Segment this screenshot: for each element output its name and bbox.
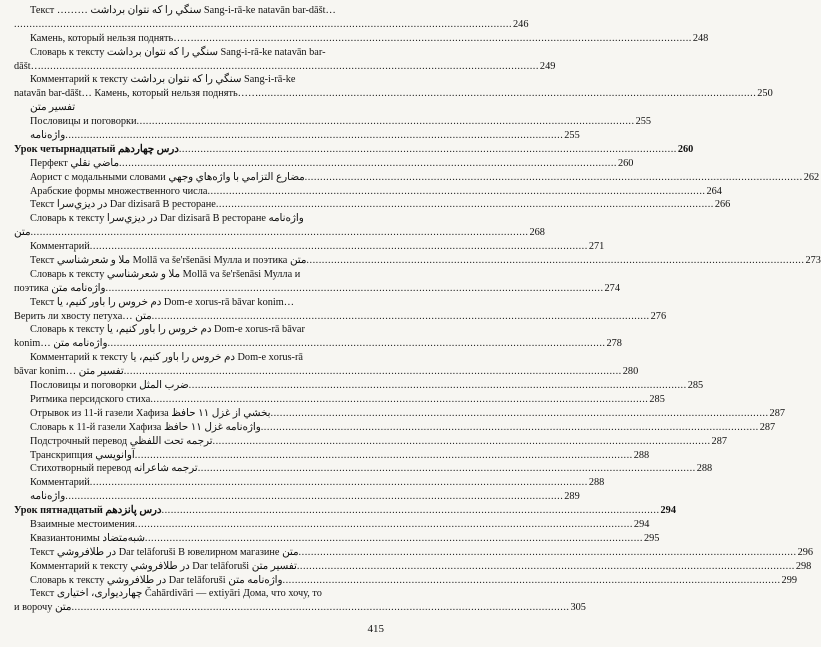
toc-entry (14, 587, 374, 601)
toc-entry-title: Комментарий к тексту دم خروس را باور كنيم، يا Dom-e xorus-rā (30, 352, 303, 364)
toc-entry-page: 249 (539, 60, 556, 72)
toc-entry-page: 289 (564, 491, 580, 503)
dot-leader (30, 226, 528, 240)
toc-entry-page: 278 (606, 338, 622, 350)
dot-leader (179, 143, 677, 157)
dot-leader (106, 282, 604, 296)
toc-entry-title: Арабские формы множественного числа (30, 185, 208, 197)
dot-leader (306, 254, 804, 268)
toc-entry (14, 504, 676, 518)
toc-entry-page: 260 (618, 157, 634, 169)
toc-entry-page: 273 (805, 255, 821, 267)
page-number: 415 (367, 623, 384, 635)
toc-entry (14, 601, 586, 615)
dot-leader (135, 518, 633, 532)
toc-entry (14, 518, 650, 532)
toc-entry (14, 240, 605, 254)
dot-leader (65, 490, 563, 504)
toc-entry (14, 310, 667, 324)
dot-leader (283, 574, 781, 588)
dot-leader (137, 115, 635, 129)
toc-entry (14, 490, 580, 504)
toc-entry (14, 351, 374, 365)
toc-entry-title: Словарь к тексту سنگي را كه نتوان برداشت Sang-i-rā-ke natavān bar- (30, 46, 326, 58)
toc-entry-title: Стихотворный перевод ترجمه شاعرانه (30, 463, 198, 475)
toc-entry (14, 87, 773, 101)
toc-entry (14, 46, 374, 60)
toc-entry-title: Словарь к тексту ملا و شعرشناسي Mollā va še'ršenāsi Мулла и (30, 268, 301, 280)
toc-entry-page: 266 (714, 199, 731, 211)
toc-entry (14, 296, 374, 310)
toc-entry-page: 276 (650, 310, 667, 322)
toc-entry-page: 271 (588, 241, 605, 253)
dot-leader (189, 379, 687, 393)
toc-entry-page: 294 (660, 505, 676, 517)
toc-entry (14, 212, 374, 226)
toc-entry-page: 299 (781, 574, 797, 586)
toc-entry (14, 157, 634, 171)
toc-entry-page: 262 (803, 171, 820, 183)
toc-entry-page: 264 (706, 185, 722, 197)
dot-leader (107, 337, 605, 351)
toc-entry (14, 365, 639, 379)
toc-entry (14, 574, 797, 588)
toc-entry (14, 129, 580, 143)
toc-entry-title: Комментарий (30, 241, 90, 253)
toc-entry-page: 255 (635, 116, 652, 128)
dot-leader (198, 462, 696, 476)
toc-entry (14, 254, 821, 268)
toc-entry-page: 280 (622, 366, 639, 378)
toc-entry-title: natavān bar-dāšt… Камень, который нельзя поднять…… (14, 88, 259, 100)
dot-leader (150, 393, 648, 407)
toc-entry-page: 294 (633, 518, 650, 530)
toc-entry-title: Словарь к тексту در طلافروشي Dar telāforuši واژه‌نامه متن (30, 574, 283, 586)
toc-entry (14, 268, 374, 282)
toc-entry-page: 260 (677, 143, 694, 155)
toc-entry-title: Квазиантонимы شبه‌متضاد (30, 532, 145, 544)
toc-entry-page: 298 (795, 560, 812, 572)
toc-entry-title: Пословицы и поговорки (30, 116, 137, 128)
toc-entry-page: 268 (529, 227, 545, 239)
dot-leader (14, 18, 512, 32)
toc-entry (14, 560, 812, 574)
toc-entry (14, 4, 374, 18)
toc-entry-title: Комментарий (30, 477, 90, 489)
toc-entry (14, 143, 694, 157)
toc-entry (14, 101, 374, 115)
toc-entry (14, 407, 785, 421)
dot-leader (124, 365, 622, 379)
toc-entry-title: Текст ……… سنگي را كه نتوان برداشت Sang-i-rā-ke natavān bar-dāšt… (30, 5, 336, 16)
toc-entry (14, 449, 650, 463)
toc-entry-page: 287 (769, 407, 785, 419)
toc-entry-page: 296 (797, 546, 814, 558)
toc-entry-title: Подстрочный перевод ترجمه تحت اللفظي (30, 435, 213, 447)
toc-entry-page: 295 (643, 532, 660, 544)
toc-entry-title: поэтика واژه‌نامه متن (14, 282, 106, 294)
toc-entry-title: Текст دم خروس را باور كنيم، يا Dom-e xorus-rā bāvar konim… (30, 296, 295, 308)
dot-leader (216, 198, 714, 212)
toc-entry (14, 546, 814, 560)
dot-leader (194, 32, 692, 46)
toc-entry (14, 435, 727, 449)
toc-entry-title: Словарь к тексту دم خروس را باور كنيم، يا Dom-e xorus-rā bāvar (30, 324, 305, 336)
toc-entry (14, 198, 731, 212)
toc-entry-page: 305 (570, 602, 586, 614)
dot-leader (145, 532, 643, 546)
dot-leader (305, 171, 803, 185)
toc-entry-title: Урок четырнадцатый درس چهاردهم (14, 143, 179, 155)
dot-leader (271, 407, 769, 421)
toc-entry-page: 288 (633, 449, 650, 461)
dot-leader (152, 310, 650, 324)
toc-entry-title: Словарь к 11-й газели Хафиза واژه‌نامه غزل ۱۱ حافظ (30, 421, 261, 433)
toc-entry (14, 73, 374, 87)
toc-entry-title: Пословицы и поговорки ضرب المثل (30, 380, 189, 392)
toc-entry-title: Урок пятнадцатый درس پانزدهم (14, 505, 162, 517)
toc-entry (14, 171, 820, 185)
toc-entry-title: Комментарий к тексту سنگي را كه نتوان برداشت Sang-i-rā-ke (30, 74, 296, 86)
toc-entry-page: 274 (604, 282, 620, 294)
dot-leader (297, 560, 795, 574)
toc-entry-page: 285 (649, 393, 665, 405)
toc-entry-page: 288 (696, 463, 713, 475)
toc-entry-title: Взаимные местоимения (30, 518, 135, 530)
toc-entry (14, 323, 374, 337)
toc-entry-title: Текст ملا و شعرشناسي Mollā va še'ršenāsi Мулла и поэтика متن (30, 255, 307, 267)
toc-entry-page: 246 (513, 18, 529, 30)
dot-leader (119, 157, 617, 171)
toc-entry-page: 255 (564, 130, 580, 142)
dot-leader (71, 601, 569, 615)
toc-entry (14, 60, 556, 74)
toc-entry (14, 379, 704, 393)
toc-entry-title: Транскрипция آوانويسي (30, 449, 135, 461)
toc-entry-title: Текст چهاردیواری، اختیاری Čahārdivāri — extiyāri Дома, что хочу, то (30, 588, 322, 600)
toc-entry-page: 285 (687, 380, 704, 392)
toc-entry-title: Отрывок из 11-й газели Хафиза بخشي از غزل ۱۱ حافظ (30, 407, 271, 419)
toc-entry (14, 532, 660, 546)
toc-entry-title: dāšt… (14, 60, 41, 72)
toc-entry (14, 476, 605, 490)
toc-entry-title: Текст در ديزي‌سرا Dar dizisarā В ресторане (30, 199, 216, 211)
toc-entry-title: Ритмика персидского стиха (30, 393, 151, 405)
dot-leader (213, 435, 711, 449)
toc-entry-title: تفسير متن (30, 102, 76, 114)
toc-entry-title: и ворочу متن (14, 602, 72, 614)
toc-entry (14, 32, 709, 46)
toc-entry-title: konim… واژه‌نامه متن (14, 338, 108, 350)
toc-entry (14, 18, 529, 32)
toc-entry (14, 115, 652, 129)
toc-entry-page: 288 (588, 477, 605, 489)
toc-entry-title: Перфект ماضي نقلي (30, 157, 119, 169)
table-of-contents (14, 4, 821, 615)
toc-entry-page: 250 (757, 88, 773, 100)
toc-entry (14, 185, 722, 199)
dot-leader (299, 546, 797, 560)
dot-leader (207, 185, 705, 199)
dot-leader (261, 421, 759, 435)
toc-entry (14, 226, 545, 240)
toc-entry-title: Комментарий к тексту در طلافروشي Dar telāforuši تفسير متن (30, 560, 297, 572)
dot-leader (162, 504, 660, 518)
toc-entry-title: Словарь к тексту در ديزي‌سرا Dar dizisarā В ресторане واژه‌نامه (30, 213, 304, 225)
toc-entry-page: 248 (692, 32, 709, 44)
dot-leader (90, 240, 588, 254)
toc-entry-title: واژه‌نامه (30, 130, 66, 142)
toc-entry-page: 287 (711, 435, 727, 447)
toc-entry-title: متن (14, 227, 31, 239)
toc-entry (14, 282, 620, 296)
toc-entry (14, 462, 713, 476)
toc-entry-title: Верить ли хвосту петуха… متن (14, 310, 152, 322)
toc-entry-title: واژه‌نامه (30, 491, 66, 503)
dot-leader (258, 87, 756, 101)
toc-entry (14, 393, 665, 407)
toc-entry-title: Текст در طلافروشي Dar telāforuši В ювелирном магазине متن (30, 546, 299, 558)
toc-entry-title: Аорист с модальными словами مضارع التزامي با واژه‌هاي وجهي (30, 171, 305, 183)
dot-leader (90, 476, 588, 490)
toc-entry-page: 287 (759, 421, 776, 433)
dot-leader (41, 60, 539, 74)
dot-leader (135, 449, 633, 463)
toc-entry-title: Камень, который нельзя поднять…… (30, 32, 194, 44)
dot-leader (65, 129, 563, 143)
toc-entry (14, 421, 776, 435)
toc-entry (14, 337, 622, 351)
toc-entry-title: bāvar konim… تفسير متن (14, 366, 124, 378)
